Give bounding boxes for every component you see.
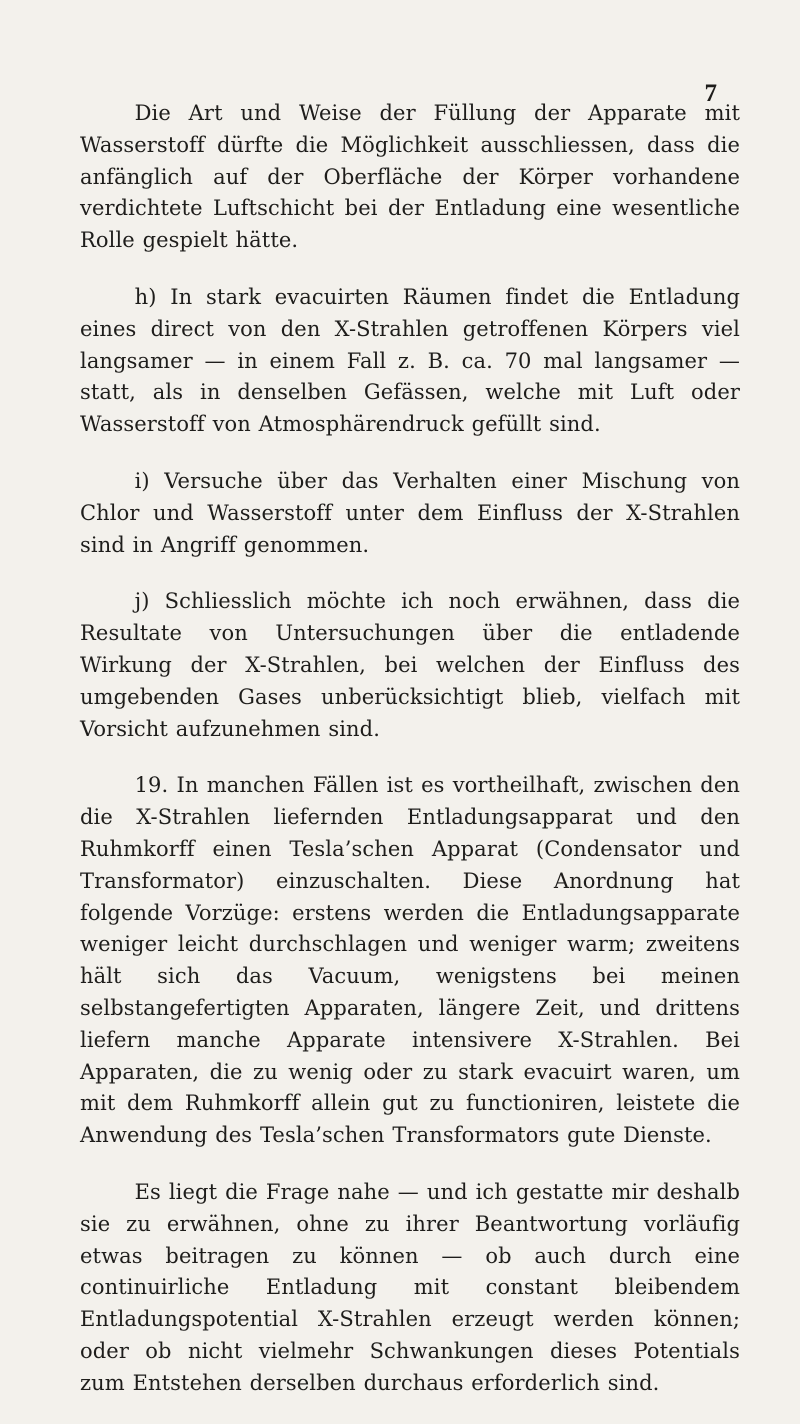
paragraph-h-evacuated-spaces: h) In stark evacuirten Räumen findet die Entladung eines direct von den X-Strahlen getroffenen Körpers viel langsamer — in einem Fall z. B. ca. 70 mal langsamer — statt, als in denselben Gefässen, welche mit Luft oder Wasserstoff von Atmosphärendruck gefüllt sind. [80, 284, 740, 437]
body-text [80, 98, 740, 1424]
page-number: 7 [704, 80, 717, 107]
paragraph-j-caution: j) Schliesslich möchte ich noch erwähnen, dass die Resultate von Untersuchungen über die entladende Wirkung der X-Strahlen, bei welchen der Einfluss des umgebenden Gases unberücksichtigt blieb, vielfach mit Vorsicht aufzunehmen sind. [80, 589, 740, 741]
paragraph-i-chlorine-hydrogen: i) Versuche über das Verhalten einer Mischung von Chlor und Wasserstoff unter dem Einfluss der X-Strahlen sind in Angriff genommen. [80, 468, 740, 557]
paragraph-19-tesla-apparatus: 19. In manchen Fällen ist es vortheilhaft, zwischen den die X-Strahlen liefernden Entladungsapparat und den Ruhmkorff einen Tesla’schen Apparat (Condensator und Transformator) einzuschalten. Diese Anordnung hat folgende Vorzüge: erstens werden die Entladungsapparate weniger leicht durchschlagen und weniger warm; zweitens hält sich das Vacuum, wenigstens bei meinen selbstangefertigten Apparaten, längere Zeit, und drittens liefern manche Apparate intensivere X-Strahlen. Bei Apparaten, die zu wenig oder zu stark evacuirt waren, um mit dem Ruhmkorff allein gut zu functioniren, leistete die Anwendung des Tesla’schen Transformators gute Dienste. [80, 773, 740, 1148]
paragraph-continuous-discharge: Es liegt die Frage nahe — und ich gestatte mir deshalb sie zu erwähnen, ohne zu ihrer Beantwortung vorläufig etwas beitragen zu können — ob auch durch eine continuirliche Entladung mit constant bleibendem Entladungspotential X-Strahlen erzeugt werden können; oder ob nicht vielmehr Schwankungen dieses Potentials zum Entstehen derselben durchaus erforderlich sind. [80, 1179, 740, 1395]
paragraph-hydrogen-filling: Die Art und Weise der Füllung der Apparate mit Wasserstoff dürfte die Möglichkeit ausschliessen, dass die anfänglich auf der Oberfläche der Körper vorhandene verdichtete Luftschicht bei der Entladung eine wesentliche Rolle gespielt hätte. [80, 101, 740, 253]
